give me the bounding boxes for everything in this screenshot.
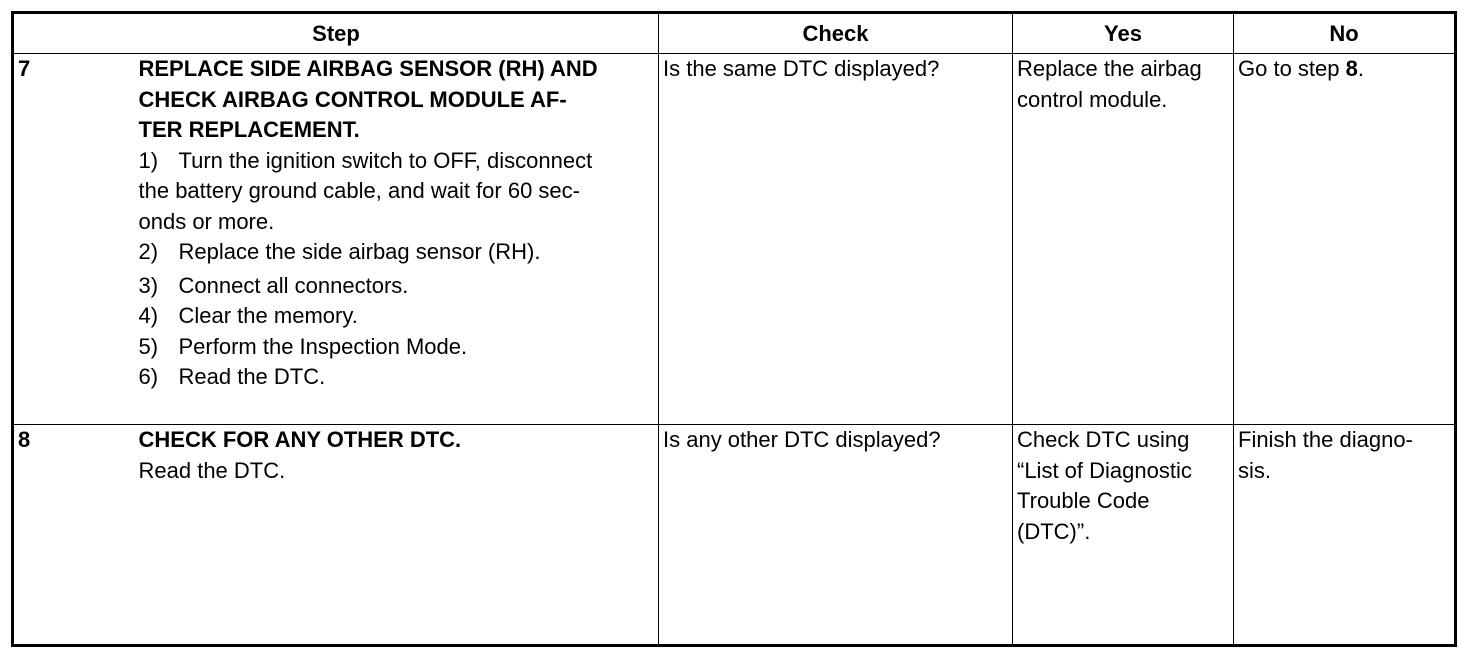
substep-number: 2) — [138, 239, 159, 264]
yes-text-line: (DTC)”. — [1017, 518, 1091, 544]
yes-text-line: “List of Diagnostic — [1017, 457, 1192, 483]
yes-cell — [1013, 425, 1234, 646]
substep-text: Perform the Inspection Mode. — [178, 333, 468, 359]
no-cell — [1234, 54, 1456, 425]
substep — [139, 332, 655, 363]
no-text-suffix: . — [1357, 56, 1364, 81]
no-text: Go to step — [1238, 56, 1346, 81]
substep-number: 3) — [138, 272, 159, 298]
header-no: No — [1234, 13, 1456, 54]
no-step-ref: 8 — [1345, 56, 1358, 81]
step-title-line: TER REPLACEMENT. — [138, 117, 360, 142]
substep-text: Replace the side airbag sensor (RH). — [178, 239, 541, 264]
step-text: Read the DTC. — [138, 457, 286, 483]
substep-number: 4) — [138, 303, 159, 328]
substep-text-line: Turn the ignition switch to OFF, disconnect — [178, 147, 593, 173]
header-yes: Yes — [1013, 13, 1234, 54]
substep — [139, 237, 655, 268]
no-text-line: sis. — [1238, 457, 1271, 483]
check-cell: Is any other DTC displayed? — [659, 425, 1013, 646]
table-row — [13, 425, 1456, 646]
substep-number: 6) — [138, 364, 159, 389]
substep — [139, 271, 655, 302]
step-number: 7 — [13, 54, 135, 425]
diagnostic-table — [11, 11, 1457, 647]
yes-text-line: Replace the airbag — [1017, 56, 1202, 81]
table-row — [13, 54, 1456, 425]
substep — [139, 301, 655, 332]
header-row — [13, 13, 1456, 54]
substep-number: 5) — [138, 333, 159, 359]
step-number: 8 — [13, 425, 135, 646]
step-content — [135, 425, 659, 646]
yes-text-line: Trouble Code — [1017, 488, 1150, 513]
substep — [139, 146, 655, 177]
check-cell: Is the same DTC displayed? — [659, 54, 1013, 425]
step-title-line: REPLACE SIDE AIRBAG SENSOR (RH) AND — [138, 56, 598, 81]
substep-text-line: onds or more. — [138, 208, 275, 234]
substep-number: 1) — [138, 147, 159, 173]
header-step: Step — [13, 13, 659, 54]
substep-text-line: the battery ground cable, and wait for 60 sec- — [138, 178, 580, 203]
no-cell — [1234, 425, 1456, 646]
no-text-line: Finish the diagno- — [1238, 427, 1413, 452]
header-check: Check — [659, 13, 1013, 54]
substep-text: Connect all connectors. — [178, 272, 409, 298]
substep-text: Clear the memory. — [178, 303, 358, 328]
step-title-line: CHECK AIRBAG CONTROL MODULE AF- — [138, 86, 567, 112]
step-content — [135, 54, 659, 425]
substep-text: Read the DTC. — [178, 364, 326, 389]
yes-cell — [1013, 54, 1234, 425]
yes-text-line: control module. — [1017, 86, 1168, 112]
substep — [139, 362, 655, 393]
step-title: CHECK FOR ANY OTHER DTC. — [138, 427, 462, 452]
yes-text-line: Check DTC using — [1017, 427, 1190, 452]
